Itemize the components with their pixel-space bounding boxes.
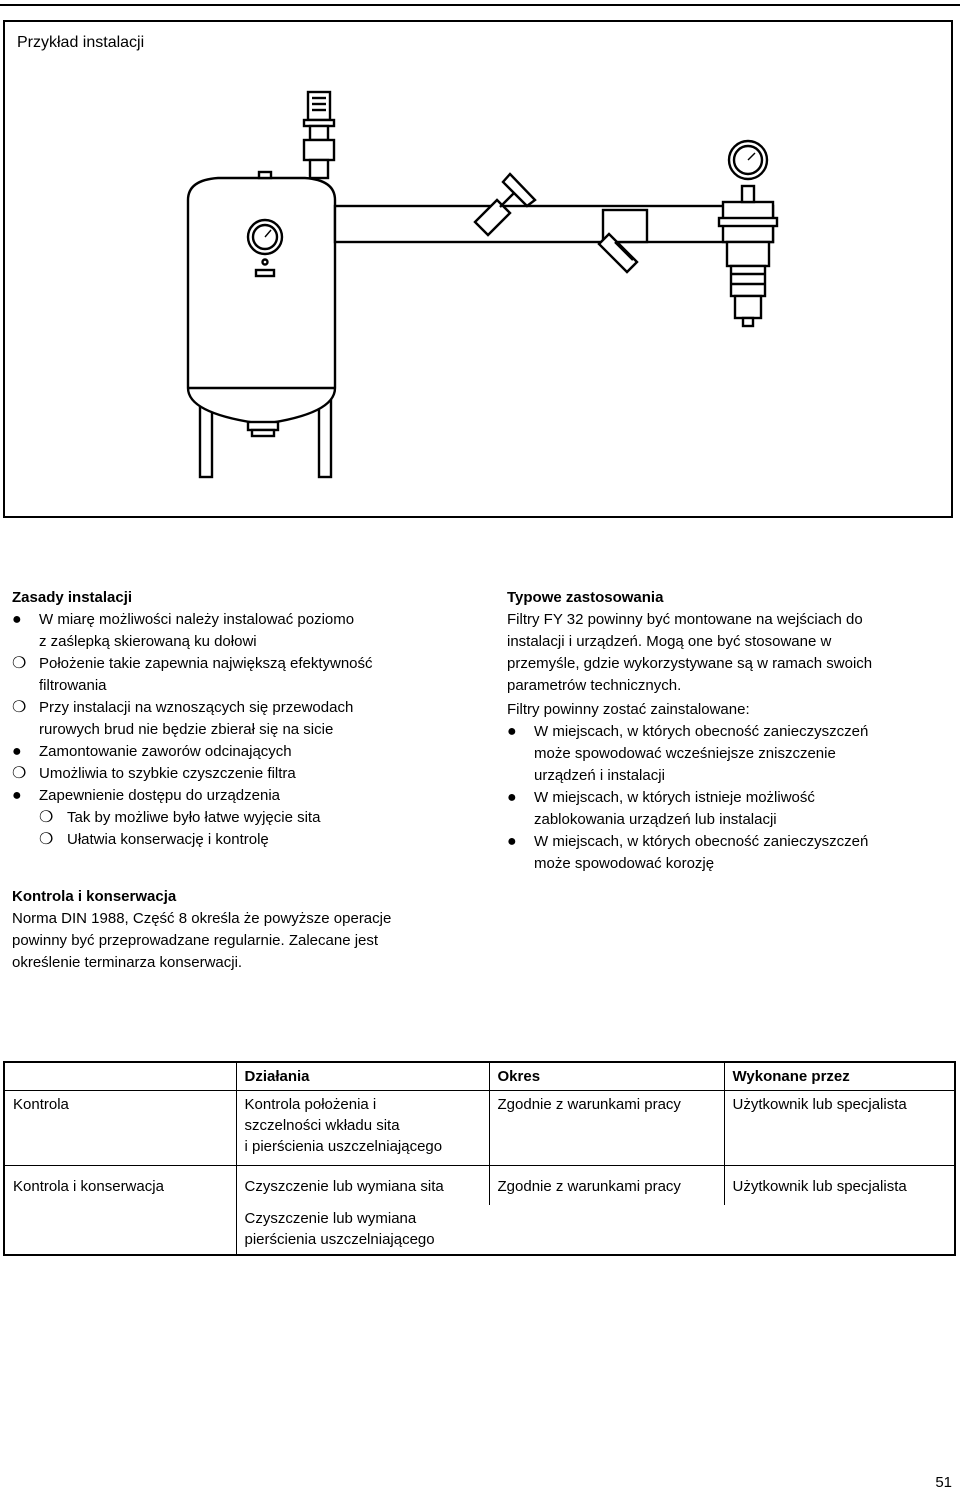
- table-cell: Zgodnie z warunkami pracy: [489, 1091, 724, 1166]
- page-number: 51: [935, 1474, 952, 1491]
- typical-applications-heading: Typowe zastosowania: [507, 589, 664, 606]
- list-item: ❍ Przy instalacji na wznoszących się przewodach rurowych brud nie będzie zbierał się na sicie: [12, 699, 354, 738]
- hollow-bullet-icon: ❍: [12, 699, 27, 716]
- table-cell: Użytkownik lub specjalista: [724, 1166, 955, 1206]
- typical-applications-intro: Filtry FY 32 powinny być montowane na wejściach do instalacji i urządzeń. Mogą one być stosowane w przemyśle, gdzie wykorzystywane są w ramach swoich parametrów technicznych.: [507, 611, 873, 694]
- table-cell: [4, 1205, 236, 1255]
- list-item: ● W miarę możliwości należy instalować poziomo z zaślepką skierowaną ku dołowi: [12, 611, 355, 650]
- table-row: [4, 1166, 955, 1206]
- installation-diagram: [5, 22, 951, 516]
- tank-label-plate: [256, 270, 274, 276]
- table-cell: Czyszczenie lub wymiana pierścienia uszczelniającego: [236, 1205, 489, 1255]
- list-item: ❍ Tak by możliwe było łatwe wyjęcie sita: [12, 807, 482, 829]
- top-rule: [0, 0, 960, 6]
- hollow-bullet-icon: ❍: [12, 655, 27, 672]
- maintenance-section: [12, 886, 482, 974]
- typical-applications: [507, 587, 947, 875]
- list-item: ❍ Położenie takie zapewnia największą efektywność filtrowania: [12, 655, 373, 694]
- maintenance-schedule-table: [3, 1061, 956, 1256]
- tank-bottom-flange: [248, 422, 278, 430]
- installation-rules-list: [12, 609, 482, 851]
- list-item: ● W miejscach, w których istnieje możliwość zablokowania urządzeń lub instalacji: [507, 789, 815, 828]
- maintenance-text: Norma DIN 1988, Część 8 określa że powyższe operacje powinny być przeprowadzane regularnie. Zalecane jest określenie terminarza konserwacji.: [12, 910, 392, 971]
- tank-top-cap: [259, 172, 271, 178]
- hollow-bullet-icon: ❍: [12, 765, 27, 782]
- table-cell: Użytkownik lub specjalista: [724, 1091, 955, 1166]
- filled-bullet-icon: ●: [507, 789, 517, 806]
- table-cell: Kontrola i konserwacja: [13, 1178, 164, 1195]
- figure-title: Przykład instalacji: [17, 34, 145, 51]
- list-item: ❍ Umożliwia to szybkie czyszczenie filtra: [12, 763, 482, 785]
- pipe: [335, 206, 773, 242]
- filled-bullet-icon: ●: [12, 787, 22, 804]
- typical-applications-list: [507, 721, 947, 875]
- table-row: [4, 1091, 955, 1166]
- table-header-period: Okres: [489, 1062, 724, 1091]
- valve-handwheel: [503, 174, 535, 206]
- hollow-bullet-icon: ❍: [39, 809, 54, 826]
- installation-rules-heading: Zasady instalacji: [12, 589, 133, 606]
- list-item: ● Zamontowanie zaworów odcinających: [12, 741, 482, 763]
- table-cell: Czyszczenie lub wymiana sita: [236, 1166, 489, 1206]
- filled-bullet-icon: ●: [12, 611, 22, 628]
- list-item: ● Zapewnienie dostępu do urządzenia: [12, 785, 482, 807]
- table-header-performed-by: Wykonane przez: [724, 1062, 955, 1091]
- table-header-cell: [4, 1062, 236, 1091]
- list-item: ● W miejscach, w których obecność zanieczyszczeń może spowodować wcześniejsze zniszczenie urządzeń i instalacji: [507, 723, 869, 784]
- installation-figure: [3, 20, 953, 518]
- safety-valve: [308, 92, 330, 120]
- typical-applications-sub-intro: Filtry powinny zostać zainstalowane:: [507, 701, 750, 718]
- filled-bullet-icon: ●: [12, 743, 22, 760]
- table-cell: [724, 1205, 955, 1255]
- hollow-bullet-icon: ❍: [39, 831, 54, 848]
- maintenance-heading: Kontrola i konserwacja: [12, 888, 177, 905]
- list-item: ● W miejscach, w których obecność zanieczyszczeń może spowodować korozję: [507, 833, 869, 872]
- table-cell: Kontrola: [4, 1091, 236, 1166]
- installation-rules: [12, 587, 482, 851]
- list-item: ❍ Ułatwia konserwację i kontrolę: [12, 829, 482, 851]
- table-row: [4, 1205, 955, 1255]
- filled-bullet-icon: ●: [507, 833, 517, 850]
- filled-bullet-icon: ●: [507, 723, 517, 740]
- table-cell: Zgodnie z warunkami pracy: [489, 1166, 724, 1206]
- table-header-row: [4, 1062, 955, 1091]
- table-cell: [489, 1205, 724, 1255]
- table-header-actions: Działania: [236, 1062, 489, 1091]
- table-cell: Kontrola położenia i szczelności wkładu sita i pierścienia uszczelniającego: [236, 1091, 489, 1166]
